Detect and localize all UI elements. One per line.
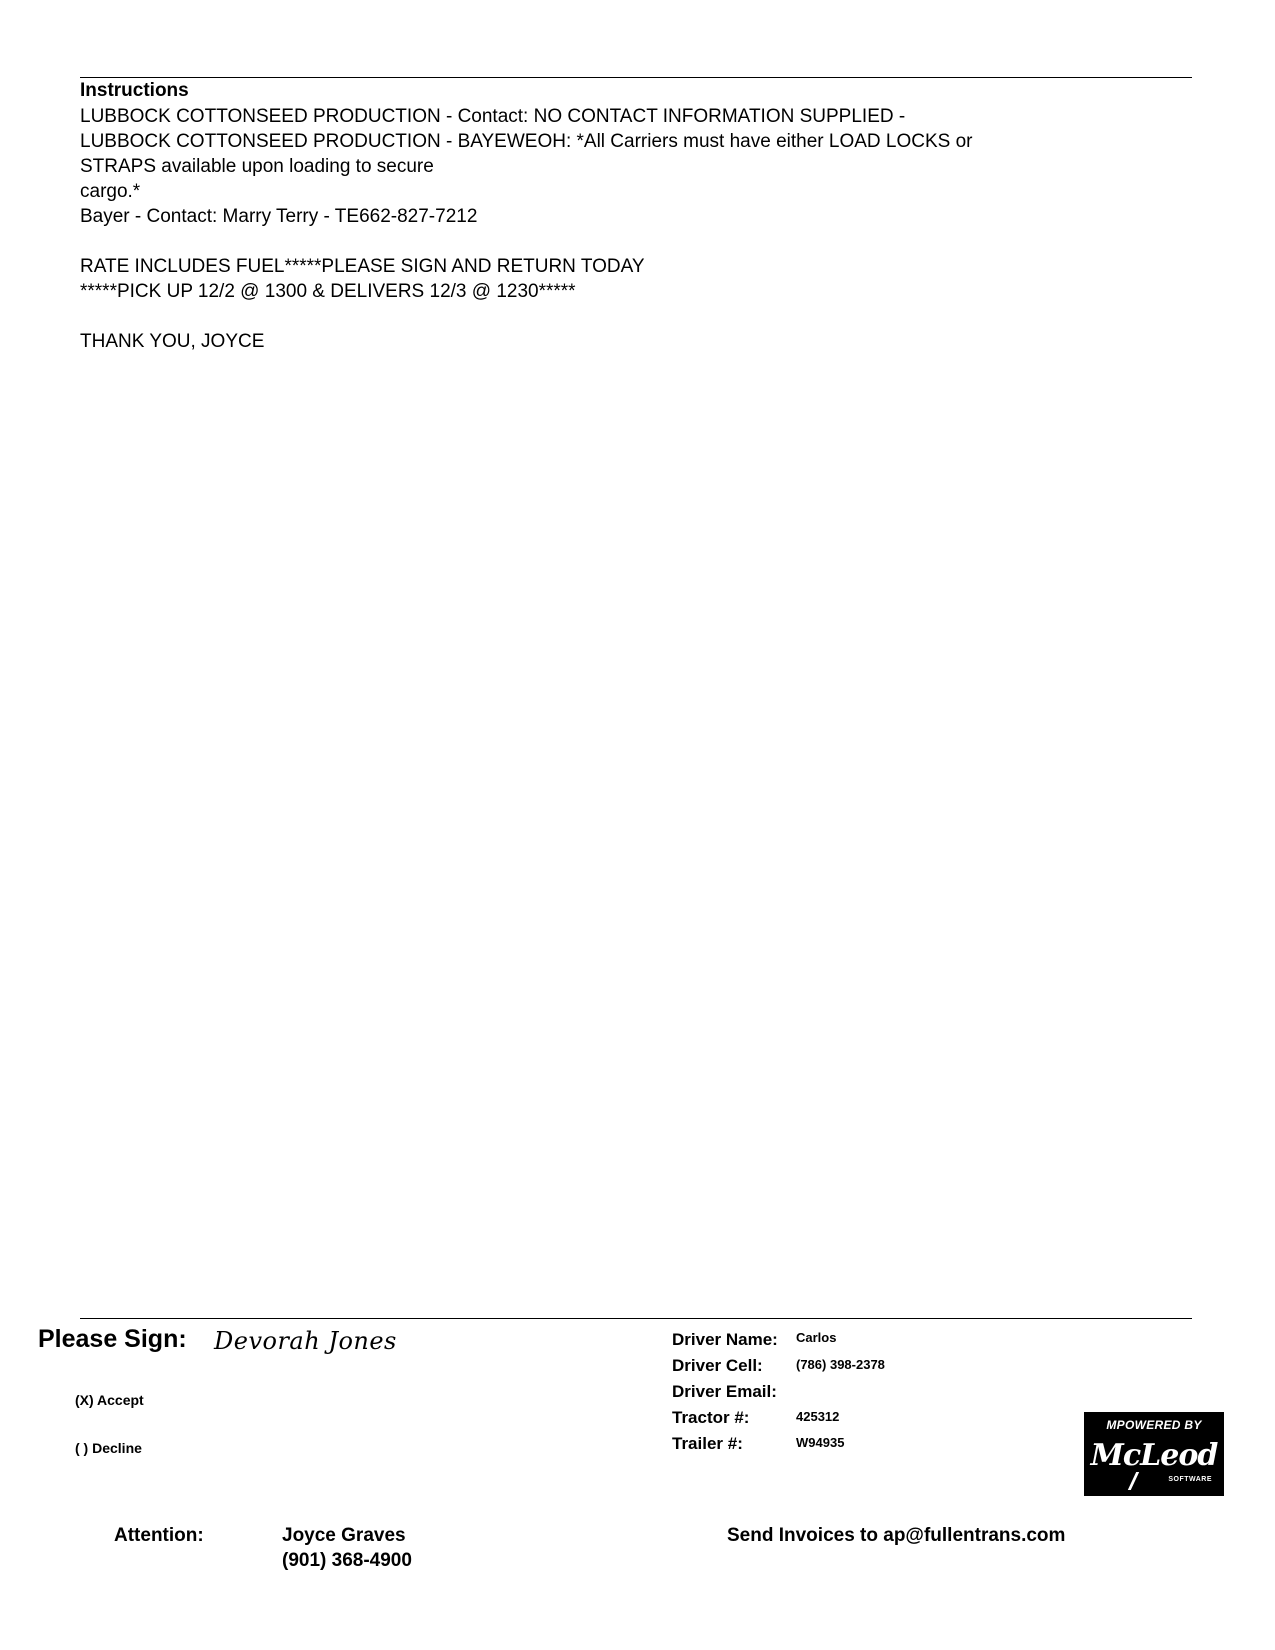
logo-tagline: MPOWERED BY: [1106, 1418, 1202, 1432]
attention-label: Attention:: [114, 1525, 204, 1546]
instruction-line: cargo.*: [80, 181, 141, 202]
instruction-line: [80, 229, 1080, 254]
logo-brand: McLeod: [1090, 1438, 1218, 1473]
trailer-value[interactable]: W94935: [796, 1435, 845, 1450]
trailer-label: Trailer #:: [672, 1434, 743, 1453]
instruction-line: RATE INCLUDES FUEL*****PLEASE SIGN AND RETURN TODAY: [80, 256, 645, 277]
attention-phone: (901) 368-4900: [282, 1550, 412, 1571]
please-sign-label: Please Sign:: [38, 1325, 187, 1353]
instruction-line: [80, 304, 1080, 329]
logo-sub: SOFTWARE: [1168, 1476, 1212, 1483]
tractor-value[interactable]: 425312: [796, 1409, 840, 1424]
tractor-label: Tractor #:: [672, 1408, 750, 1427]
signature-field[interactable]: Devorah Jones: [214, 1327, 397, 1355]
instruction-line: Bayer - Contact: Marry Terry - TE662-827-7212: [80, 206, 478, 227]
instruction-line: LUBBOCK COTTONSEED PRODUCTION - Contact: NO CONTACT INFORMATION SUPPLIED -: [80, 106, 906, 127]
driver-email-label: Driver Email:: [672, 1382, 777, 1401]
logo-slash-mark: [1128, 1472, 1139, 1490]
attention-name: Joyce Graves: [282, 1525, 406, 1546]
instructions-body: [80, 104, 1080, 354]
bottom-divider: [80, 1318, 1192, 1319]
driver-cell-label: Driver Cell:: [672, 1356, 763, 1375]
mcleod-logo: [1084, 1412, 1224, 1496]
driver-name-value[interactable]: Carlos: [796, 1330, 837, 1345]
instructions-heading: Instructions: [80, 80, 189, 101]
top-divider: [80, 77, 1192, 78]
instruction-line: THANK YOU, JOYCE: [80, 331, 265, 352]
accept-option[interactable]: (X) Accept: [75, 1392, 144, 1408]
driver-name-label: Driver Name:: [672, 1330, 778, 1349]
instruction-line: LUBBOCK COTTONSEED PRODUCTION - BAYEWEOH: *All Carriers must have either LOAD LOCKS or: [80, 131, 973, 152]
send-invoices-text: Send Invoices to ap@fullentrans.com: [727, 1525, 1066, 1546]
instruction-line: STRAPS available upon loading to secure: [80, 156, 434, 177]
decline-option[interactable]: ( ) Decline: [75, 1440, 142, 1456]
instruction-line: *****PICK UP 12/2 @ 1300 & DELIVERS 12/3 @ 1230*****: [80, 281, 576, 302]
driver-cell-value[interactable]: (786) 398-2378: [796, 1357, 885, 1372]
